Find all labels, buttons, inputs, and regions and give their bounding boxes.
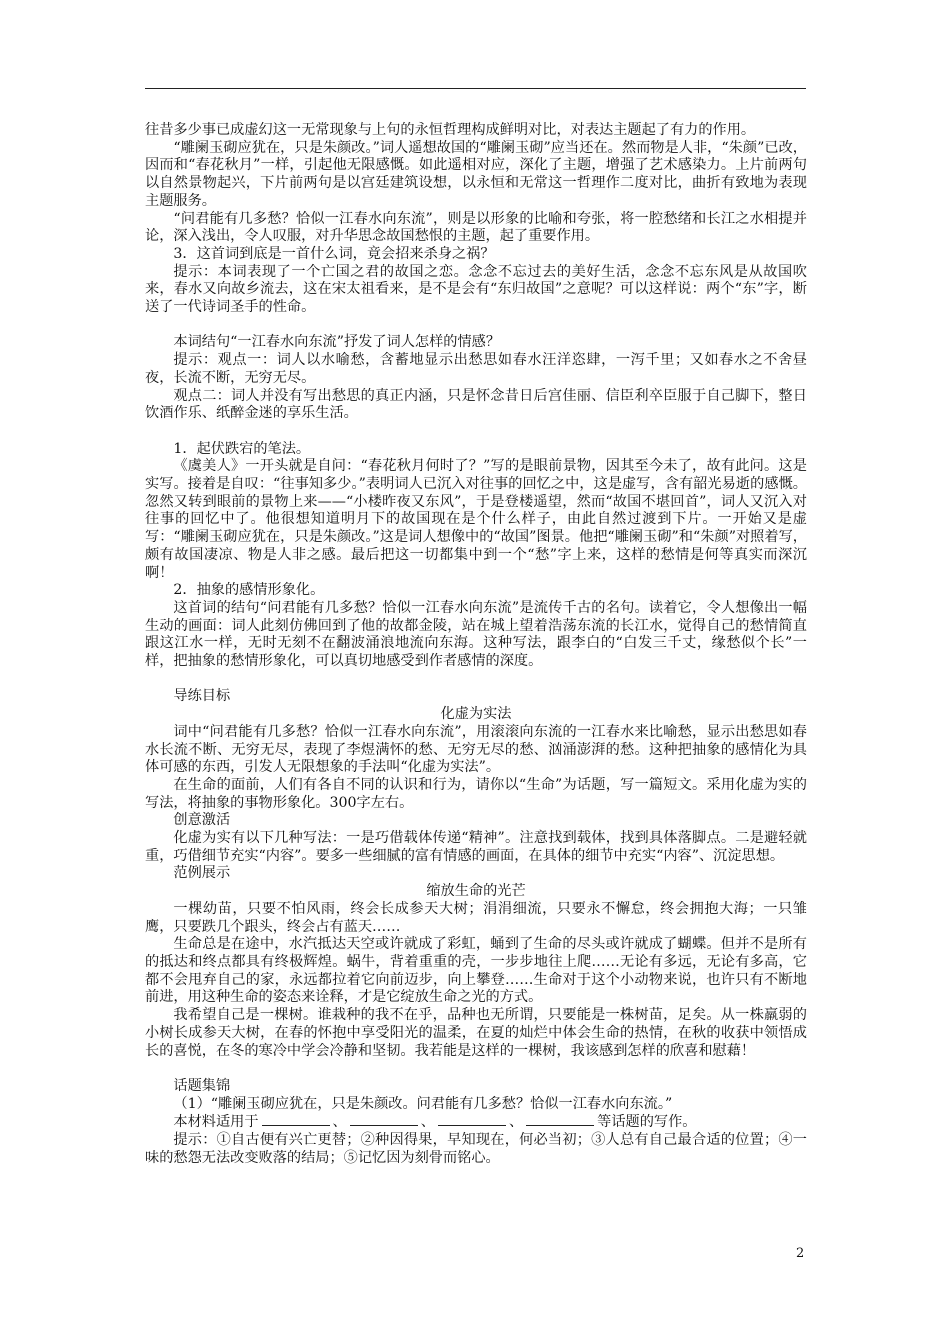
paragraph: 化虚为实有以下几种写法：一是巧借载体传递“精神”。注意找到载体，找到具体落脚点。二是避轻就重，巧借细节充实“内容”。要多一些细腻的富有情感的画面，在具体的细节中充实“内容”、沉淀思想。: [145, 830, 807, 864]
paragraph: 生命总是在途中，水汽抵达天空或许就成了彩虹，蛹到了生命的尽头或许就成了蝴蝶。但并不是所有的抵达和终点都具有终极辉煌。蜗牛，背着重重的壳，一步步地往上爬……无论有多远，无论有多高，它都不会甩弃自己的家，永远都拉着它向前迈步，向上攀登……生命对于这个小动物来说，也许只有不断地前进，用这种生命的姿态来诠释，才是它绽放生命之光的方式。: [145, 936, 807, 1006]
paragraph: 往昔多少事已成虚幻这一无常现象与上句的永恒哲理构成鲜明对比，对表达主题起了有力的作用。: [145, 122, 756, 138]
section-title: 缩放生命的光芒: [426, 883, 526, 900]
paragraph: 词中“问君能有几多愁？恰似一江春水向东流”，用滚滚向东流的一江春水来比喻愁，显示出愁思如春水长流不断、无穷无尽，表现了李煜满怀的愁、无穷无尽的愁、汹涌澎湃的愁。这种把抽象的感情化为具体可感的东西，引发人无限想象的手法叫“化虚为实法”。: [145, 723, 807, 776]
blank-line: [145, 671, 807, 689]
paragraph: 创意激活: [173, 812, 231, 829]
fill-sep: 、: [332, 1114, 347, 1131]
paragraph: 2．抽象的感情形象化。: [173, 582, 325, 599]
answer-blank[interactable]: [262, 1113, 330, 1126]
fill-sep: 、: [508, 1114, 524, 1131]
paragraph: 提示：观点一：词人以水喻愁，含蓄地显示出愁思如春水汪洋恣肆，一泻千里；又如春水之不舍昼夜，长流不断，无穷无尽。: [145, 352, 807, 386]
paragraph: 一棵幼苗，只要不怕风雨，终会长成参天大树；涓涓细流，只要永不懈怠，终会拥抱大海；一只雏鹰，只要跌几个跟头，终会占有蓝天……: [145, 900, 807, 935]
paragraph: 提示：本词表现了一个亡国之君的故国之恋。念念不忘过去的美好生活，念念不忘东风是从故国吹来，春水又向故乡流去，这在宋太祖看来，是不是会有“东归故国”之意呢？可以这样说：两个“东”字，断送了一代诗词圣手的性命。: [145, 263, 807, 316]
fill-prefix: 本材料适用于: [173, 1114, 259, 1131]
paragraph: 1．起伏跌宕的笔法。: [173, 440, 311, 457]
fill-suffix: 等话题的写作。: [597, 1114, 697, 1131]
paragraph: 这首词的结句“问君能有几多愁？恰似一江春水向东流”是流传千古的名句。读着它，令人想像出一幅生动的画面：词人此刻仿佛回到了他的故都金陵，站在城上望着浩荡东流的长江水，觉得自己的愁情简直跟这江水一样，无时无刻不在翻波涌浪地流向东海。这种写法，跟李白的“白发三千丈，缘愁似个长”一样，把抽象的愁情形象化，可以真切地感受到作者感情的深度。: [145, 599, 807, 670]
blank-line: [145, 1060, 807, 1078]
fill-in-line: [145, 1113, 807, 1132]
paragraph: “问君能有几多愁？恰似一江春水向东流”，则是以形象的比喻和夸张，将一腔愁绪和长江之水相提并论，深入浅出，令人叹服，对升华思念故国愁恨的主题，起了重要作用。: [145, 210, 807, 245]
paragraph: 导练目标: [173, 688, 231, 705]
paragraph: 本词结句“一江春水向东流”抒发了词人怎样的情感？: [173, 334, 501, 351]
paragraph: 范例展示: [173, 865, 231, 882]
section-title: 化虚为实法: [440, 706, 512, 723]
paragraph: 3．这首词到底是一首什么词，竟会招来杀身之祸？: [173, 245, 495, 262]
blank-line: [145, 317, 807, 335]
paragraph: 《虞美人》一开头就是自问：“春花秋月何时了？”写的是眼前景物，因其至今未了，故有此问。这是实写。接着是自叹：“往事知多少。”表明词人已沉入对往事的回忆之中，这是虚写，含有韶光易逝的感慨。忽然又转到眼前的景物上来——“小楼昨夜又东风”，于是登楼遥望，然而“故国不堪回首”，词人又沉入对往事的回忆中了。他很想知道明月下的故国现在是个什么样子，由此自然过渡到下片。一开始又是虚写：“雕阑玉砌应犹在，只是朱颜改。”这是词人想像中的“故国”图景。他把“雕阑玉砌”和“朱颜”对照着写，颇有故国凄凉、物是人非之感。最后把这一切都集中到一个“愁”字上来，这样的愁情是何等真实而深沉啊！: [145, 458, 807, 581]
paragraph: （1）“雕阑玉砌应犹在，只是朱颜改。问君能有几多愁？恰似一江春水向东流。”: [173, 1095, 673, 1112]
header-rule: [145, 88, 806, 89]
blank-line: [145, 423, 807, 441]
hint-paragraph: 提示：①自古便有兴亡更替；②种因得果，早知现在，何必当初；③人总有自己最合适的位置；④一味的愁怨无法改变败落的结局；⑤记忆因为刻骨而铭心。: [145, 1132, 807, 1166]
answer-blank[interactable]: [526, 1113, 594, 1126]
fill-sep: 、: [420, 1114, 435, 1131]
answer-blank[interactable]: [438, 1113, 506, 1126]
page-number: 2: [796, 1246, 805, 1261]
paragraph: 我希望自己是一棵树。谁栽种的我不在乎，品种也无所谓，只要能是一株树苗，足矣。从一株羸弱的小树长成参天大树，在春的怀抱中享受阳光的温柔，在夏的灿烂中体会生命的热情，在秋的收获中领悟成长的喜悦，在冬的寒冷中学会冷静和坚韧。我若能是这样的一棵树，我该感到怎样的欣喜和慰藉！: [145, 1007, 807, 1059]
paragraph: 话题集锦: [173, 1077, 231, 1094]
document-body: [145, 122, 807, 1167]
paragraph: 观点二：词人并没有写出愁思的真正内涵，只是怀念昔日后宫佳丽、信臣利卒臣服于自己脚下，整日饮酒作乐、纸醉金迷的享乐生活。: [145, 387, 807, 422]
answer-blank[interactable]: [350, 1113, 418, 1126]
paragraph: “雕阑玉砌应犹在，只是朱颜改。”词人遥想故国的“雕阑玉砌”应当还在。然而物是人非，“朱颜”已改，因而和“春花秋月”一样，引起他无限感慨。如此遥相对应，深化了主题，增强了艺术感染力。上片前两句以自然景物起兴，下片前两句是以宫廷建筑设想，以永恒和无常这一哲理作二度对比，曲折有致地为表现主题服务。: [145, 139, 807, 209]
paragraph-container: [145, 122, 807, 1113]
paragraph: 在生命的面前，人们有各自不同的认识和行为，请你以“生命”为话题，写一篇短文。采用化虚为实的写法，将抽象的事物形象化。300字左右。: [145, 776, 807, 811]
